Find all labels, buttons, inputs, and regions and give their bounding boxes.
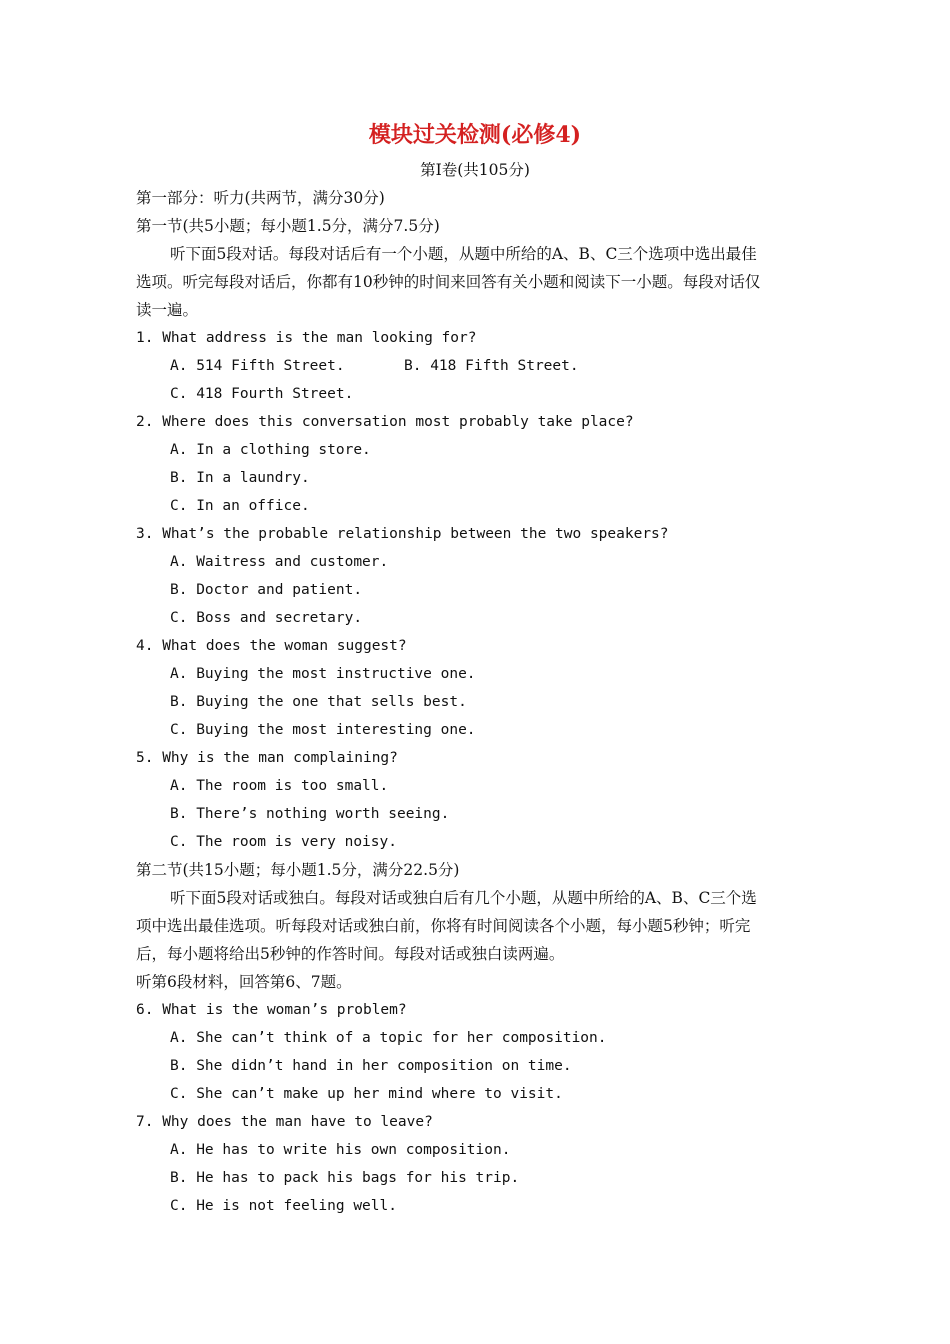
question-5-option-b: B. There’s nothing worth seeing. [170,806,450,822]
section1-header: 第一节(共5小题；每小题1.5分，满分7.5分) [136,217,440,235]
question-1-option-c: C. 418 Fourth Street. [170,386,354,402]
question-1-option-a: A. 514 Fifth Street. [170,358,345,374]
question-1-option-b: B. 418 Fifth Street. [404,358,579,374]
volume-heading: 第Ⅰ卷(共105分) [420,161,530,179]
question-6-option-b: B. She didn’t hand in her composition on time. [170,1058,572,1074]
section1-instructions-line2: 选项。听完每段对话后，你都有10秒钟的时间来回答有关小题和阅读下一小题。每段对话仅 [136,273,761,291]
section2-header: 第二节(共15小题；每小题1.5分，满分22.5分) [136,861,460,879]
section1-instructions-line3: 读一遍。 [136,301,199,319]
material-6-heading: 听第6段材料，回答第6、7题。 [136,973,352,991]
question-5-stem: 5. Why is the man complaining? [136,750,398,766]
section2-instructions-line2: 项中选出最佳选项。听每段对话或独白前，你将有时间阅读各个小题，每小题5秒钟；听完 [136,917,751,935]
question-7-option-a: A. He has to write his own composition. [170,1142,511,1158]
section1-instructions-line1: 听下面5段对话。每段对话后有一个小题，从题中所给的A、B、C三个选项中选出最佳 [170,245,757,263]
question-3-stem: 3. What’s the probable relationship between the two speakers? [136,526,669,542]
question-6-option-c: C. She can’t make up her mind where to visit. [170,1086,563,1102]
question-2-option-b: B. In a laundry. [170,470,310,486]
question-5-option-a: A. The room is too small. [170,778,389,794]
page-title: 模块过关检测(必修4) [368,122,582,148]
question-4-stem: 4. What does the woman suggest? [136,638,407,654]
question-6-stem: 6. What is the woman’s problem? [136,1002,407,1018]
question-4-option-b: B. Buying the one that sells best. [170,694,467,710]
part1-header: 第一部分：听力(共两节，满分30分) [136,189,385,207]
section2-instructions-line1: 听下面5段对话或独白。每段对话或独白后有几个小题，从题中所给的A、B、C三个选 [170,889,757,907]
section2-instructions-line3: 后，每小题将给出5秒钟的作答时间。每段对话或独白读两遍。 [136,945,565,963]
question-7-option-b: B. He has to pack his bags for his trip. [170,1170,520,1186]
question-7-option-c: C. He is not feeling well. [170,1198,397,1214]
question-1-stem: 1. What address is the man looking for? [136,330,477,346]
question-2-stem: 2. Where does this conversation most probably take place? [136,414,634,430]
question-7-stem: 7. Why does the man have to leave? [136,1114,433,1130]
question-2-option-a: A. In a clothing store. [170,442,371,458]
question-3-option-c: C. Boss and secretary. [170,610,363,626]
question-2-option-c: C. In an office. [170,498,310,514]
question-6-option-a: A. She can’t think of a topic for her composition. [170,1030,607,1046]
question-3-option-a: A. Waitress and customer. [170,554,389,570]
question-4-option-c: C. Buying the most interesting one. [170,722,476,738]
question-3-option-b: B. Doctor and patient. [170,582,363,598]
question-4-option-a: A. Buying the most instructive one. [170,666,476,682]
question-5-option-c: C. The room is very noisy. [170,834,397,850]
